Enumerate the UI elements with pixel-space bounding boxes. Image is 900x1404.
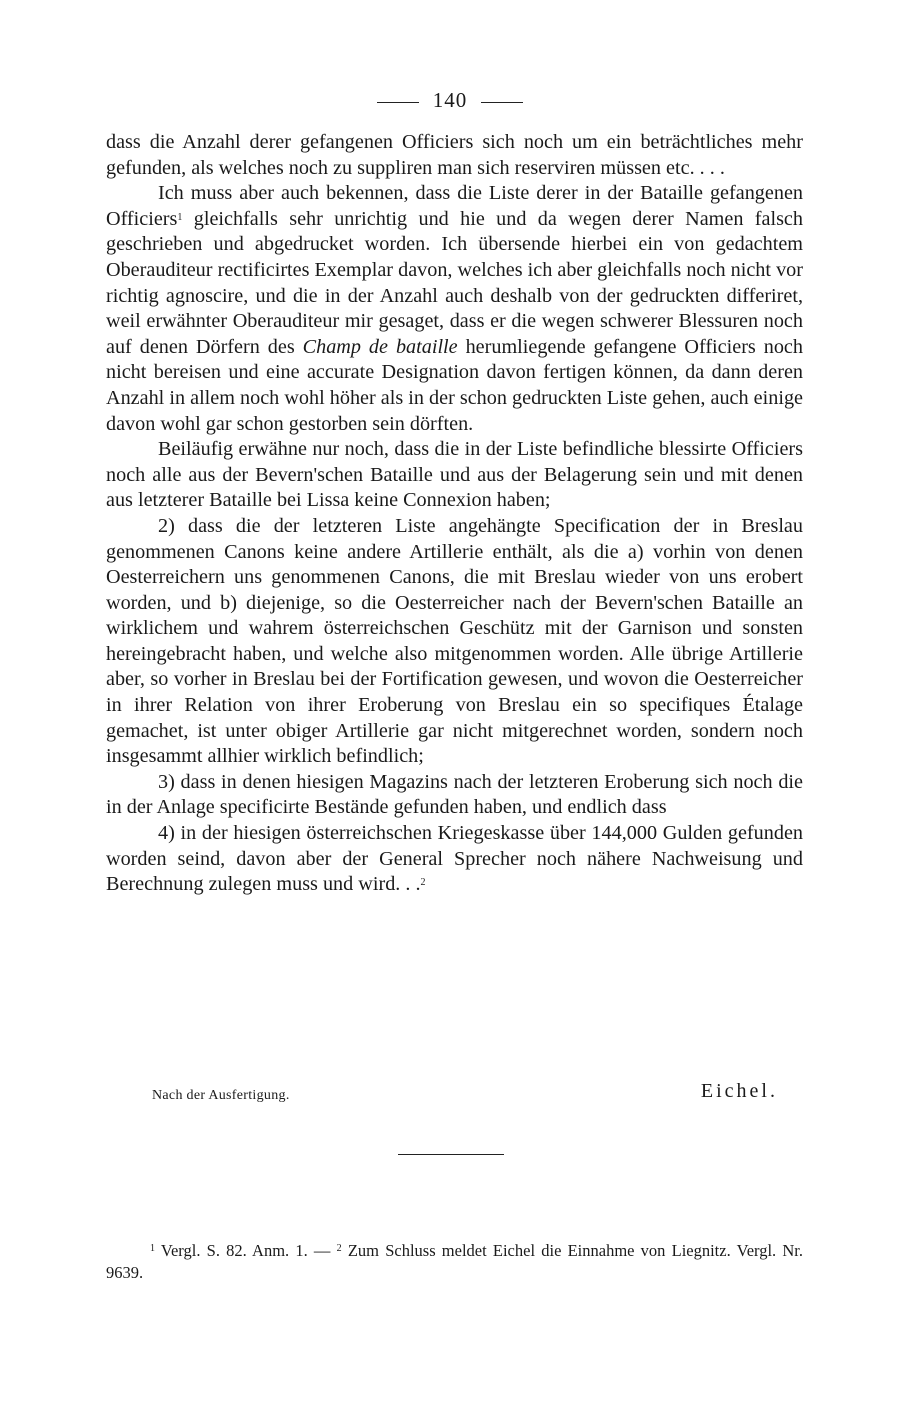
text-run: dass die Anzahl derer gefangenen Officiers sich noch um ein beträchtliches mehr gefunden, als welches noch zu suppliren man sich reserviren müssen etc. . . .: [106, 131, 803, 179]
text-run: gleichfalls sehr unrichtig und hie und da wegen derer Namen falsch geschrieben und abgedrucket worden. Ich übersende hierbei ein von gedachtem Oberauditeur rectificirtes Exemplar davon, welches ich aber gleichfalls noch nicht vor richtig agnoscire, und die in der Anzahl auch deshalb von der gedruckten differiret, weil erwähnter Oberauditeur mir gesaget, dass er die wegen schwerer Blessuren noch auf denen Dörfern des: [106, 207, 803, 358]
footnote-marker: 2: [420, 877, 426, 889]
paragraph: [106, 514, 803, 770]
italic-phrase: Champ de bataille: [302, 335, 458, 358]
text-run: Vergl. S. 82. Anm. 1. —: [155, 1241, 337, 1260]
text-run: herumliegende gefangene Officiers noch nicht bereisen und eine accurate Designation davon fertigen können, da dann deren Anzahl in allem noch wohl höher als in der schon gedruckten Liste gehen, auch einige davon wohl gar schon gestorben sein dörften.: [106, 335, 803, 435]
section-rule: [398, 1154, 504, 1155]
footnotes: [106, 1240, 803, 1284]
paragraph: [106, 130, 803, 181]
body-text: [106, 130, 803, 898]
closing-row: [152, 1080, 782, 1110]
text-run: Ich muss aber auch bekennen, dass die Liste derer in der Bataille gefangenen Officiers: [106, 182, 803, 230]
text-run: 3) dass in denen hiesigen Magazins nach der letzteren Eroberung sich noch die in der Anlage specificirte Bestände gefunden haben, und endlich dass: [106, 770, 803, 819]
page-number-dash-left: [377, 102, 419, 103]
footnote-marker: 2: [336, 1243, 342, 1254]
footnote-marker: 1: [150, 1243, 155, 1254]
text-run: Beiläufig erwähne nur noch, dass die in der Liste befindliche blessirte Officiers noch alle aus der Bevern'schen Bataille und aus der Belagerung sein und mit denen aus letzterer Bataille bei Lissa keine Connexion haben;: [106, 438, 803, 512]
text-run: 4) in der hiesigen österreichschen Kriegeskasse über 144,000 Gulden gefunden worden seind, davon aber der General Sprecher noch nähere Nachweisung und Berechnung zulegen muss und wird. . .: [106, 822, 803, 896]
paragraph: [106, 821, 803, 898]
footnote: [106, 1240, 803, 1284]
text-run: 2) dass die der letzteren Liste angehängte Specification der in Breslau genommenen Canons keine andere Artillerie enthält, als die a) vorhin von denen Oesterreichern uns genommenen Canons, die mit Breslau wieder von uns erobert worden, und b) diejenige, so die Oesterreicher nach der Bevern'schen Bataille an wirklichem und wahrem österreichschen Geschütz mit der Garnison und sonsten hereingebracht haben, und welche also mitgenommen worden. Alle übrige Artillerie aber, so vorher in Breslau bei der Fortification gewesen, und wovon die Oesterreicher in ihrer Relation von ihrer Eroberung von Breslau ein so specifiques Étalage gemachet, ist unter obiger Artillerie gar nicht mitgerechnet worden, sondern noch insgesammt allhier wirklich befindlich;: [106, 514, 803, 768]
footnote-marker: 1: [177, 211, 183, 223]
page-number-dash-right: [481, 102, 523, 103]
paragraph: [106, 181, 803, 437]
paragraph: [106, 437, 803, 514]
paragraph: [106, 770, 803, 821]
source-note: Nach der Ausfertigung.: [152, 1088, 290, 1103]
signature: Eichel.: [700, 1080, 778, 1102]
page-number-row: [0, 88, 900, 113]
page-number: 140: [432, 88, 468, 112]
text-run: Zum Schluss meldet Eichel die Einnahme von Liegnitz. Vergl. Nr. 9639.: [106, 1241, 803, 1282]
